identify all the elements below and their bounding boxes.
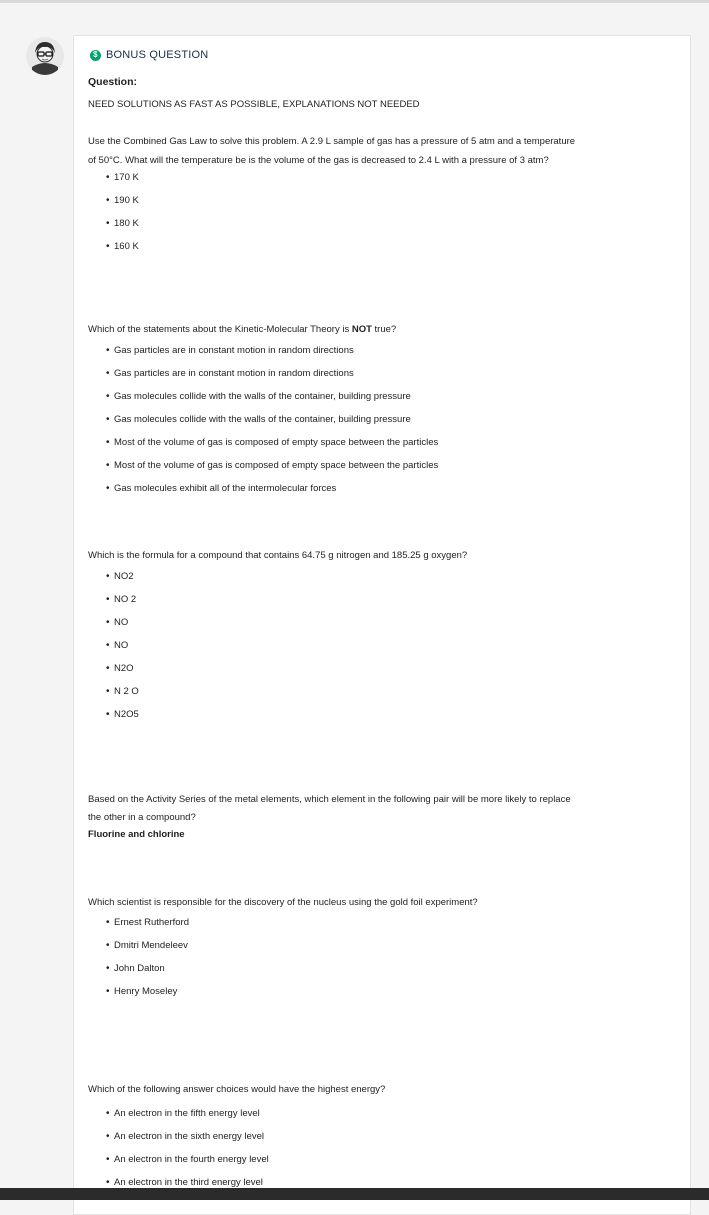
q1-option: • 190 K: [106, 195, 139, 206]
q5-text: Which scientist is responsible for the discovery of the nucleus using the gold foil experiment?: [88, 897, 478, 908]
q6-option: • An electron in the fourth energy level: [106, 1154, 269, 1165]
q3-option: • NO2: [106, 571, 134, 582]
q1-text-line1: Use the Combined Gas Law to solve this problem. A 2.9 L sample of gas has a pressure of 5 atm and a temperature: [88, 136, 576, 147]
q2-option: • Gas particles are in constant motion in random directions: [106, 345, 354, 356]
q5-option: • John Dalton: [106, 963, 165, 974]
instruction-text: NEED SOLUTIONS AS FAST AS POSSIBLE, EXPLANATIONS NOT NEEDED: [88, 99, 420, 110]
dollar-icon: $: [90, 50, 101, 61]
q6-option: • An electron in the sixth energy level: [106, 1131, 264, 1142]
q2-option: • Most of the volume of gas is composed of empty space between the particles: [106, 437, 438, 448]
q2-text-part: true?: [371, 324, 397, 335]
q3-option: • N 2 O: [106, 686, 139, 697]
q1-option: • 160 K: [106, 241, 139, 252]
question-card: [73, 35, 691, 1215]
q1-option: • 170 K: [106, 172, 139, 183]
q2-text-emphasis: NOT: [351, 324, 372, 335]
top-divider: [0, 0, 709, 3]
q6-option: • An electron in the fifth energy level: [106, 1108, 260, 1119]
q2-text: [88, 320, 396, 339]
q5-option: • Dmitri Mendeleev: [106, 940, 188, 951]
q2-option: • Gas molecules exhibit all of the intermolecular forces: [106, 483, 336, 494]
bonus-question-badge: [90, 49, 208, 61]
bottom-bar: [0, 1188, 709, 1200]
q2-option: • Most of the volume of gas is composed of empty space between the particles: [106, 460, 438, 471]
avatar-icon: [26, 37, 64, 75]
q2-option: • Gas molecules collide with the walls of the container, building pressure: [106, 414, 411, 425]
q3-text: Which is the formula for a compound that contains 64.75 g nitrogen and 185.25 g oxygen?: [88, 550, 468, 561]
q3-option: • N2O5: [106, 709, 139, 720]
q3-option: • NO 2: [106, 594, 136, 605]
q3-option: • N2O: [106, 663, 134, 674]
q3-option: • NO: [106, 640, 128, 651]
user-avatar[interactable]: [26, 37, 64, 75]
q4-text-line1: Based on the Activity Series of the metal elements, which element in the following pair will be more likely to replace: [88, 794, 571, 805]
q6-option: • An electron in the third energy level: [106, 1177, 263, 1188]
q2-option: • Gas molecules collide with the walls of the container, building pressure: [106, 391, 411, 402]
q1-option: • 180 K: [106, 218, 139, 229]
q3-option: • NO: [106, 617, 128, 628]
q2-text-part: Which of the statements about the Kinetic-Molecular Theory is: [88, 324, 352, 335]
q5-option: • Henry Moseley: [106, 986, 177, 997]
bonus-label: BONUS QUESTION: [106, 49, 209, 61]
q4-answer-pair: Fluorine and chlorine: [88, 829, 185, 840]
q5-option: • Ernest Rutherford: [106, 917, 189, 928]
question-heading: Question:: [88, 76, 137, 88]
q2-option: • Gas particles are in constant motion in random directions: [106, 368, 354, 379]
q1-text-line2: of 50°C. What will the temperature be is the volume of the gas is decreased to 2.4 L with a pressure of 3 atm?: [88, 155, 549, 166]
q6-text: Which of the following answer choices would have the highest energy?: [88, 1084, 386, 1095]
q4-text-line2: the other in a compound?: [88, 812, 196, 823]
